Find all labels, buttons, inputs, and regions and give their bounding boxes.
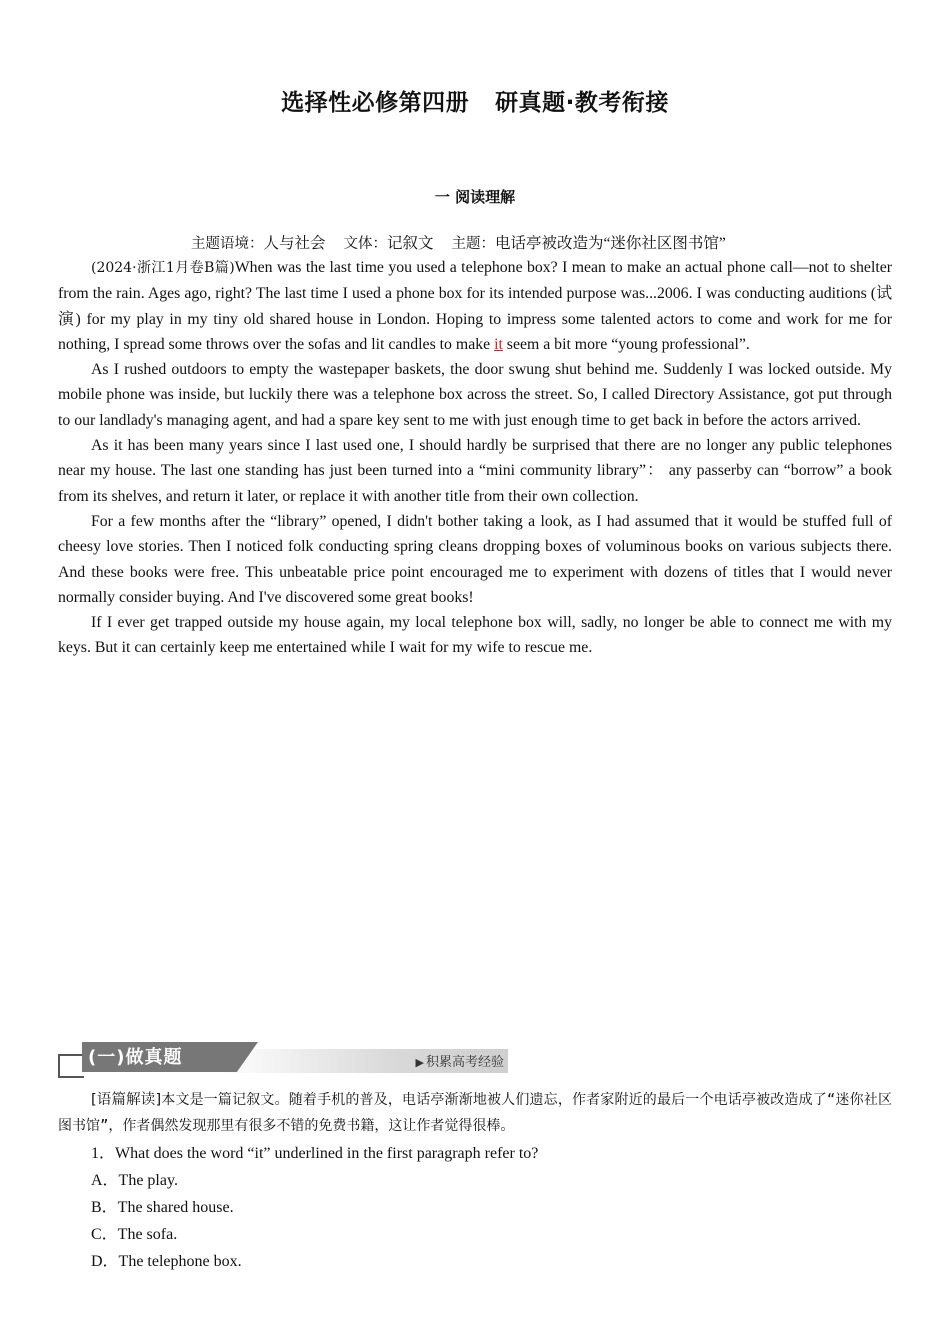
theme-genre-value: 记叙文 [387,235,434,252]
theme-context-label: 主题语境： [191,236,264,252]
passage-source: (2024·浙江1月卷B篇) [91,260,235,276]
paragraph-4: For a few months after the “library” opened, I didn't bother taking a look, as I had assumed that it would be stuffed full of cheesy love stories. Then I noticed folk conducting spring cleans dropping boxes of voluminous books on various subjects there. And these books were free. This unbeatable price point encouraged me to experiment with dozens of titles that I would never normally consider buying. And I've discovered some great books! [58,512,892,606]
banner-right-label: 积累高考经验 [425,1055,504,1070]
banner-left-label: (一)做真题 [88,1047,183,1068]
banner-outline [58,1054,84,1078]
analysis-text: 本文是一篇记叙文。随着手机的普及，电话亭渐渐地被人们遗忘，作者家附近的最后一个电话亭被改造成了“迷你社区图书馆”，作者偶然发现那里有很多不错的免费书籍，这让作者觉得很棒。 [58,1092,892,1134]
option-b[interactable]: B．The shared house. [91,1199,234,1216]
section-title: 一 阅读理解 [434,188,516,206]
option-c[interactable]: C．The sofa. [91,1226,178,1243]
option-d[interactable]: D．The telephone box. [91,1253,242,1270]
option-a[interactable]: A．The play. [91,1172,178,1189]
banner-right [416,1051,504,1070]
discourse-analysis [58,1087,892,1139]
question-stem: 1．What does the word “it” underlined in the first paragraph refer to? [91,1145,539,1162]
page-title-left: 选择性必修第四册 [281,90,470,116]
paragraph-3: As it has been many years since I last used one, I should hardly be surprised that there are no longer any public telephones near my house. The last one standing has just been turned into a “mini community library”： any passerby can “borrow” a book from its shelves, and return it later, or replace it with another title from their own collection. [58,437,892,505]
theme-line [191,231,726,253]
paragraph-1 [58,255,892,357]
analysis-label: [语篇解读] [91,1092,162,1108]
paragraph-5: If I ever get trapped outside my house again, my local telephone box will, sadly, no longer be able to connect me with my keys. But it can certainly keep me entertained while I wait for my wife to rescue me. [58,614,892,657]
paragraph-1-text-b: seem a bit more “young professional”. [502,335,750,353]
underlined-word-it: it [494,335,503,353]
arrow-right-icon: ▶ [415,1056,424,1069]
paragraph-1-text-a: When was the last time you used a telephone box? I mean to make an actual phone call—not to shelter from the rain. Ages ago, right? The last time I used a phone box for its intended purpose was...2006. I was conducting auditions (试演) for my play in my tiny old shared house in London. Hoping to impress some talented actors to come and work for me for nothing, I spread some throws over the sofas and lit candles to make [58,259,892,353]
page-title [0,84,950,117]
theme-genre-label: 文体： [343,236,388,252]
theme-context-value: 人与社会 [263,235,326,252]
paragraph-2: As I rushed outdoors to empty the wastepaper baskets, the door swung shut behind me. Suddenly I was locked outside. My mobile phone was inside, but luckily there was a telephone box across the street. So, I called Directory Assistance, got put through to our landlady's managing agent, and had a spare key sent to me with just enough time to get back in before the actors arrived. [58,361,892,429]
theme-topic-value: 电话亭被改造为“迷你社区图书馆” [495,235,726,252]
page-title-right: 研真题·教考衔接 [495,90,669,116]
theme-topic-label: 主题： [451,236,496,252]
section-banner [58,1042,510,1078]
reading-passage [58,255,892,661]
